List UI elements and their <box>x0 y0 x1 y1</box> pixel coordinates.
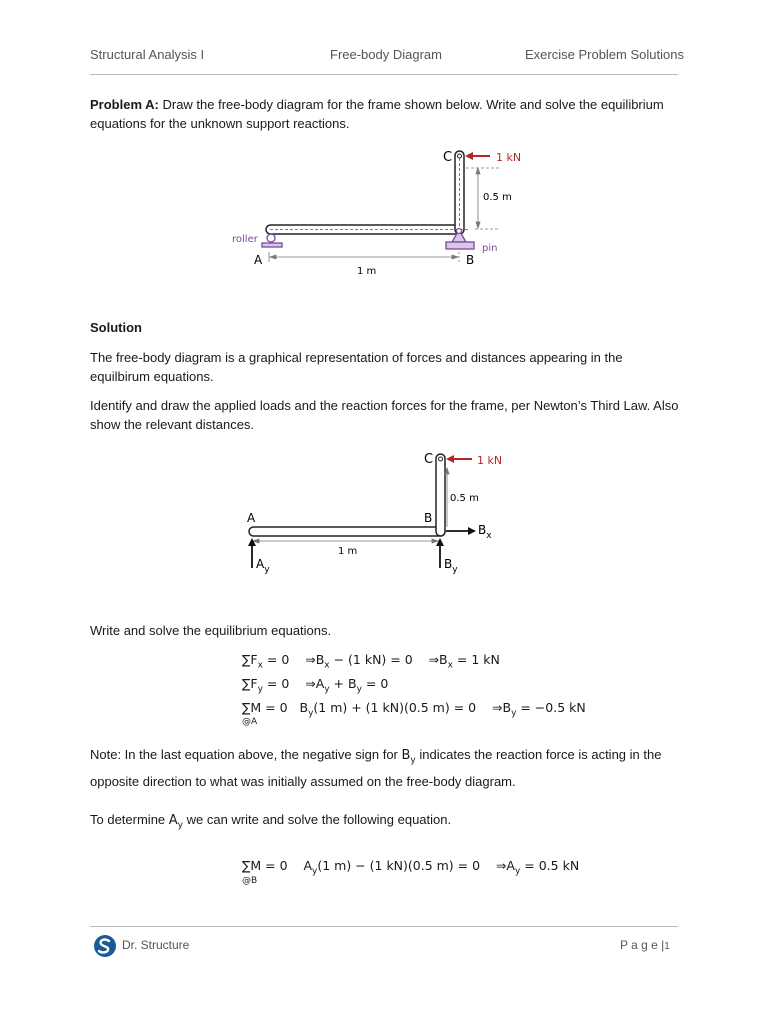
moment-point-a: @A <box>242 717 258 727</box>
equations-intro: Write and solve the equilibrium equations. <box>90 623 332 638</box>
fbd-label-c: C <box>424 452 434 467</box>
moment-point-b: @B <box>242 876 258 886</box>
fbd-label-b: B <box>424 511 433 525</box>
equation-sum-m-a: ∑M = 0 $B_y(1$ m) + (1 kN)(0.5 m) = 0 $\Rightarrow B_y = -0.5$ kN <box>242 700 586 719</box>
header-right: Exercise Problem Solutions <box>525 47 684 62</box>
pin-label: pin <box>482 243 498 254</box>
fbd-label-a: A <box>247 511 256 525</box>
determine-ay-text: To determine $A_y$ we can write and solve the following equation. <box>90 812 452 831</box>
fbd-column <box>436 454 445 536</box>
fbd-span-dimension <box>253 539 438 543</box>
reaction-by-arrow <box>436 538 444 568</box>
roller-label: roller <box>232 234 258 245</box>
ay-label: $A_y$ <box>256 557 270 575</box>
by-label: $B_y$ <box>444 557 458 575</box>
bx-label: $B_x$ <box>478 523 492 541</box>
footer-rule <box>90 926 678 927</box>
header-left: Structural Analysis I <box>90 47 205 62</box>
label-c: C <box>443 150 453 165</box>
label-a: A <box>254 253 263 267</box>
solution-para-1: The free-body diagram is a graphical representation of forces and distances appearing in the equilbirum equations. <box>90 350 623 384</box>
problem-text: Draw the free-body diagram for the frame shown below. Write and solve the equilibrium equations for the unknown support reactions. <box>90 97 664 131</box>
fbd-height-label: 0.5 m <box>450 493 479 504</box>
footer-brand: Dr. Structure <box>122 938 190 952</box>
equation-sum-fy: $\sum F_y = 0$ $\Rightarrow A_y + B_y = 0$ <box>242 676 389 695</box>
fbd-load-arrow <box>446 455 472 463</box>
label-b: B <box>466 253 475 267</box>
note-line-1: Note: In the last equation above, the negative sign for $B_y$ indicates the reaction force is acting in the <box>90 747 662 766</box>
span-label: 1 m <box>357 266 377 277</box>
fbd-load-label: 1 kN <box>477 454 503 467</box>
note-line-2: opposite direction to what was initially assumed on the free-body diagram. <box>90 774 516 789</box>
solution-heading: Solution <box>90 320 142 335</box>
equation-sum-fx: $\sum F_x = 0$ $\Rightarrow B_x - (1$ kN) = 0 $\Rightarrow B_x = 1$ kN <box>242 652 500 671</box>
dr-structure-logo-icon <box>93 934 117 958</box>
fbd-beam <box>249 527 445 536</box>
problem-label: Problem A: <box>90 97 159 112</box>
fbd-span-label: 1 m <box>338 546 358 557</box>
reaction-ay-arrow <box>248 538 256 568</box>
header-center: Free-body Diagram <box>330 47 442 62</box>
reaction-bx-arrow <box>446 527 476 535</box>
solution-para-2: Identify and draw the applied loads and the reaction forces for the frame, per Newton’s Third Law. Also show the relevant distances. <box>90 398 679 432</box>
load-label: 1 kN <box>496 151 522 164</box>
height-label: 0.5 m <box>483 192 512 203</box>
footer-page: P a g e |1 <box>620 938 670 952</box>
equation-sum-m-b: ∑M = 0 $A_y(1$ m) − (1 kN)(0.5 m) = 0 $\Rightarrow A_y = 0.5$ kN <box>242 858 580 877</box>
